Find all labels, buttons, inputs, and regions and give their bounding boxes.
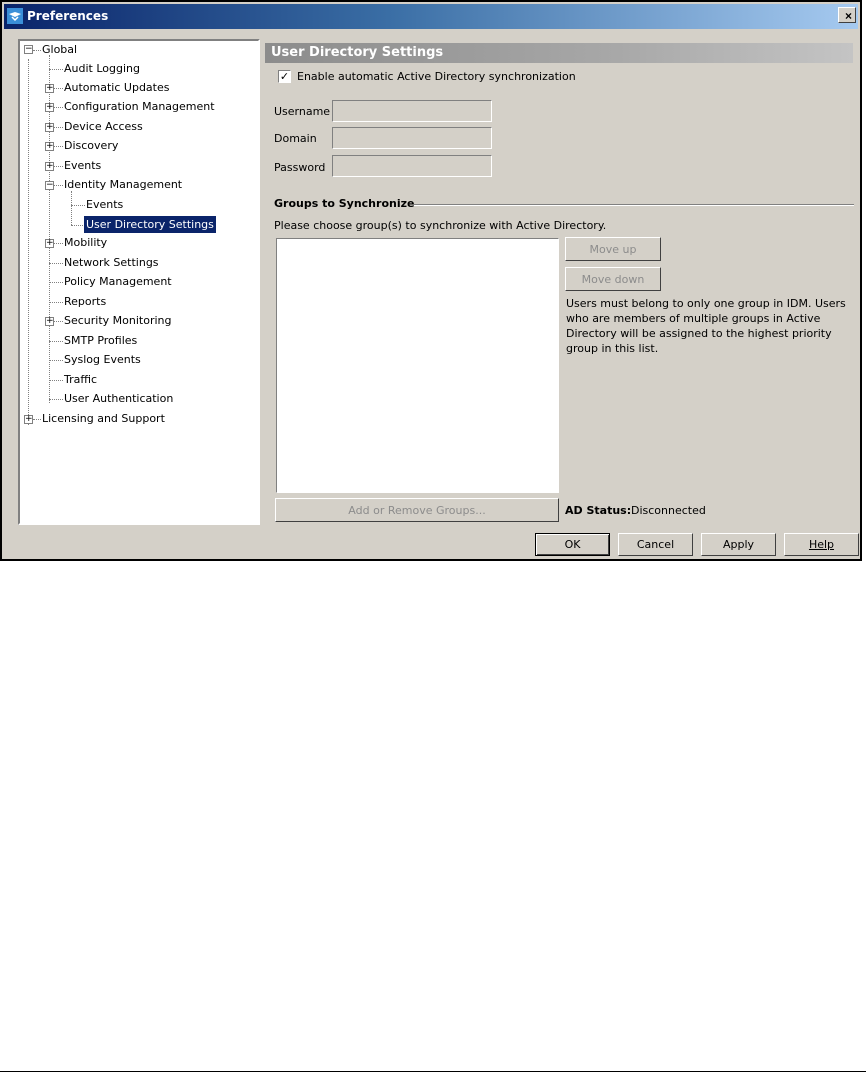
username-label: Username bbox=[274, 105, 331, 118]
window-title: Preferences bbox=[27, 9, 109, 23]
tree-node-licensing-and-support[interactable]: Licensing and Support bbox=[42, 412, 165, 425]
tree-node-discovery[interactable]: Discovery bbox=[64, 139, 119, 152]
expand-icon[interactable]: + bbox=[25, 414, 33, 424]
page-divider bbox=[0, 1071, 866, 1072]
enable-ad-sync-label: Enable automatic Active Directory synchronization bbox=[297, 70, 576, 83]
expand-icon[interactable]: + bbox=[46, 161, 54, 171]
password-input[interactable] bbox=[332, 155, 492, 177]
tree-node-security-monitoring[interactable]: Security Monitoring bbox=[64, 314, 172, 327]
tree-node-mobility[interactable]: Mobility bbox=[64, 236, 108, 249]
add-remove-groups-button[interactable]: Add or Remove Groups... bbox=[275, 498, 559, 522]
tree-node-reports[interactable]: Reports bbox=[64, 295, 107, 308]
panel-title: User Directory Settings bbox=[265, 43, 853, 63]
close-button[interactable]: × bbox=[838, 7, 856, 23]
tree-node-user-authentication[interactable]: User Authentication bbox=[64, 392, 174, 405]
move-down-button[interactable]: Move down bbox=[565, 267, 661, 291]
enable-ad-sync-checkbox[interactable]: ✓ bbox=[279, 70, 290, 83]
username-input[interactable] bbox=[332, 100, 492, 122]
tree-node-policy-management[interactable]: Policy Management bbox=[64, 275, 172, 288]
groups-separator bbox=[414, 204, 854, 206]
groups-description: Please choose group(s) to synchronize with Active Directory. bbox=[274, 219, 607, 232]
expand-icon[interactable]: + bbox=[46, 122, 54, 132]
groups-section-title: Groups to Synchronize bbox=[274, 197, 415, 210]
tree-node-audit-logging[interactable]: Audit Logging bbox=[64, 62, 140, 75]
tree-node-identity-management[interactable]: Identity Management bbox=[64, 178, 183, 191]
password-label: Password bbox=[274, 161, 326, 174]
groups-list[interactable] bbox=[276, 238, 559, 493]
tree-node-global[interactable]: Global bbox=[42, 43, 78, 56]
group-priority-note: Users must belong to only one group in IDM. Users who are members of multiple groups in Active Directory will be assigned to the highest priority group in this list. bbox=[566, 297, 846, 355]
domain-input[interactable] bbox=[332, 127, 492, 149]
expand-icon[interactable]: + bbox=[46, 83, 54, 93]
collapse-icon[interactable]: − bbox=[46, 180, 54, 190]
tree-node-smtp-profiles[interactable]: SMTP Profiles bbox=[64, 334, 138, 347]
tree-node-syslog-events[interactable]: Syslog Events bbox=[64, 353, 141, 366]
tree-node-configuration-management[interactable]: Configuration Management bbox=[64, 100, 215, 113]
app-logo-icon bbox=[7, 8, 23, 24]
tree-node-events[interactable]: Events bbox=[64, 159, 102, 172]
tree-node-automatic-updates[interactable]: Automatic Updates bbox=[64, 81, 170, 94]
help-button[interactable]: Help bbox=[784, 533, 859, 556]
title-bar[interactable] bbox=[4, 4, 858, 29]
ad-status-label: AD Status: bbox=[565, 504, 632, 517]
tree-node-user-directory-settings[interactable]: User Directory Settings bbox=[86, 218, 214, 231]
expand-icon[interactable]: + bbox=[46, 102, 54, 112]
expand-icon[interactable]: + bbox=[46, 141, 54, 151]
domain-label: Domain bbox=[274, 132, 317, 145]
tree-node-traffic[interactable]: Traffic bbox=[64, 373, 98, 386]
apply-button[interactable]: Apply bbox=[701, 533, 776, 556]
tree-node-network-settings[interactable]: Network Settings bbox=[64, 256, 159, 269]
tree-node-idm-events[interactable]: Events bbox=[86, 198, 124, 211]
expand-icon[interactable]: + bbox=[46, 238, 54, 248]
cancel-button[interactable]: Cancel bbox=[618, 533, 693, 556]
ad-status-value: Disconnected bbox=[631, 504, 706, 517]
collapse-icon[interactable]: − bbox=[25, 44, 33, 54]
preferences-tree[interactable] bbox=[18, 39, 260, 525]
ok-button[interactable]: OK bbox=[535, 533, 610, 556]
expand-icon[interactable]: + bbox=[46, 316, 54, 326]
move-up-button[interactable]: Move up bbox=[565, 237, 661, 261]
tree-node-device-access[interactable]: Device Access bbox=[64, 120, 143, 133]
